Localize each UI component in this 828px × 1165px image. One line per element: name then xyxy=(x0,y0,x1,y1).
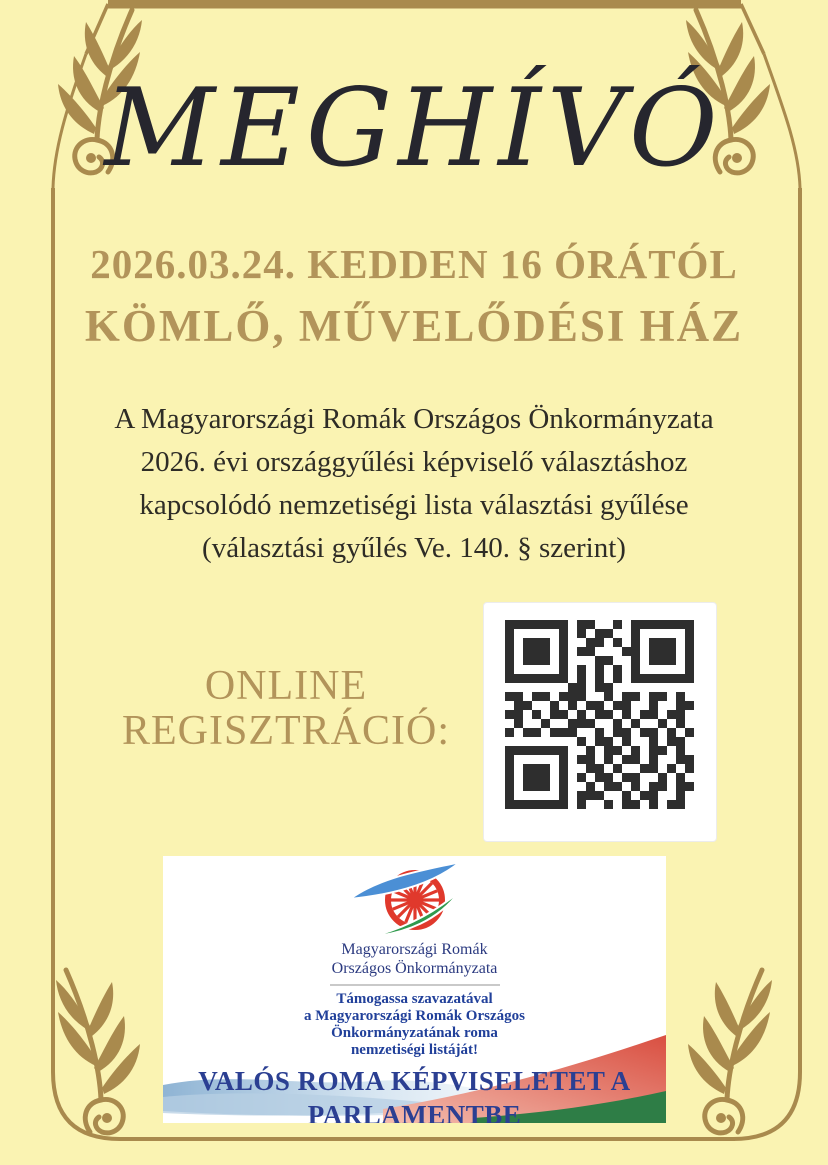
organization-footer-card xyxy=(163,856,666,1123)
organization-name-line2: Országos Önkormányzata xyxy=(331,960,498,977)
qr-code-card xyxy=(483,602,717,842)
support-line: nemzetiségi listáját! xyxy=(350,1042,479,1058)
event-venue-line: KÖMLŐ, MŰVELŐDÉSI HÁZ xyxy=(84,301,744,351)
support-call-text xyxy=(163,991,666,1059)
organization-name xyxy=(163,940,666,978)
footer-divider xyxy=(330,984,500,986)
campaign-slogan xyxy=(163,1064,666,1123)
slogan-line2: PARLAMENTBE xyxy=(307,1100,522,1123)
qr-code xyxy=(505,620,694,809)
description-line: A Magyarországi Romák Országos Önkormányzata xyxy=(114,403,714,435)
online-registration-line2: REGISZTRÁCIÓ: xyxy=(122,708,450,754)
online-registration-line1: ONLINE xyxy=(204,663,368,709)
roma-chakra-wheel-logo-icon xyxy=(340,860,490,940)
poster-title: MEGHÍVÓ xyxy=(104,66,724,191)
support-line: Önkormányzatának roma xyxy=(331,1025,498,1041)
online-registration-label xyxy=(100,664,472,754)
slogan-line1: VALÓS ROMA KÉPVISELETET A xyxy=(198,1066,631,1096)
event-date-line: 2026.03.24. KEDDEN 16 ÓRÁTÓL xyxy=(90,241,738,287)
support-line: Támogassa szavazatával xyxy=(336,991,493,1007)
organization-name-line1: Magyarországi Romák xyxy=(341,941,488,958)
description-line: (választási gyűlés Ve. 140. § szerint) xyxy=(202,532,626,564)
description-line: kapcsolódó nemzetiségi lista választási gyűlése xyxy=(139,489,689,521)
support-line: a Magyarországi Romák Országos xyxy=(304,1008,525,1024)
description-line: 2026. évi országgyűlési képviselő választáshoz xyxy=(140,446,688,478)
event-description xyxy=(84,398,744,570)
